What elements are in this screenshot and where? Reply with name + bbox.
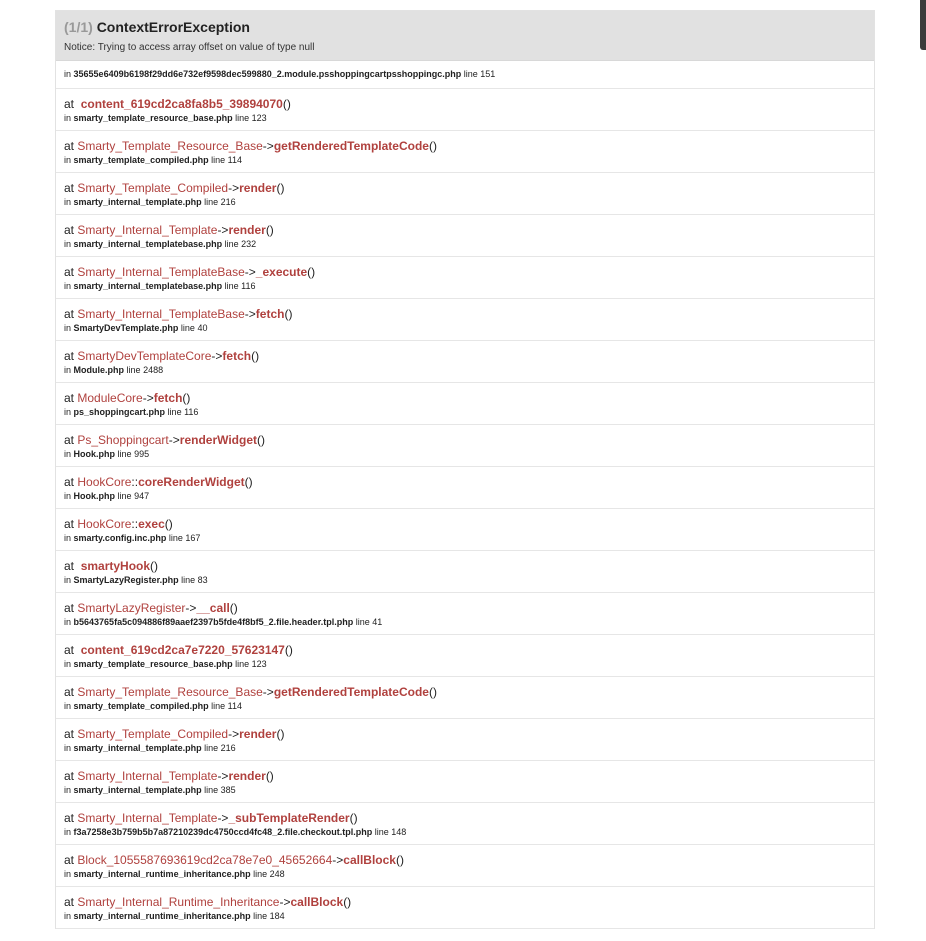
trace-parens: () <box>164 517 173 531</box>
trace-file: smarty_internal_runtime_inheritance.php <box>73 869 251 879</box>
trace-file: SmartyLazyRegister.php <box>73 575 179 585</box>
trace-row <box>56 173 874 215</box>
in-label: in <box>64 197 72 207</box>
in-label: in <box>64 365 72 375</box>
trace-location <box>64 196 866 208</box>
at-label: at <box>64 601 75 615</box>
at-label: at <box>64 895 75 909</box>
trace-file: Hook.php <box>73 491 116 501</box>
trace-call <box>64 635 866 658</box>
trace-method: exec <box>138 517 165 531</box>
trace-separator: -> <box>279 895 291 909</box>
trace-call <box>64 719 866 742</box>
trace-separator: -> <box>244 307 256 321</box>
trace-parens: () <box>276 727 285 741</box>
trace-line: 148 <box>391 827 407 837</box>
trace-location <box>64 826 866 838</box>
trace-line: 216 <box>220 743 236 753</box>
trace-call <box>64 215 866 238</box>
exception-message: Notice: Trying to access array offset on value of type null <box>64 42 315 53</box>
trace-separator: -> <box>185 601 197 615</box>
trace-class: SmartyLazyRegister <box>77 601 186 615</box>
in-label: in <box>64 407 72 417</box>
trace-parens: () <box>395 853 404 867</box>
trace-location <box>64 490 866 502</box>
trace-call <box>64 257 866 280</box>
trace-file: smarty_internal_runtime_inheritance.php <box>73 911 251 921</box>
trace-location <box>64 238 866 250</box>
trace-separator: :: <box>131 475 139 489</box>
trace-file: ps_shoppingcart.php <box>73 407 166 417</box>
trace-call <box>64 467 866 490</box>
trace-call <box>64 887 866 910</box>
trace-separator: -> <box>332 853 344 867</box>
in-label: in <box>64 323 72 333</box>
trace-row <box>56 89 874 131</box>
trace-row <box>56 761 874 803</box>
trace-location <box>64 406 866 418</box>
trace-parens: () <box>265 223 274 237</box>
at-label: at <box>64 517 75 531</box>
trace-class: Block_1055587693619cd2ca78e7e0_45652664 <box>77 853 333 867</box>
trace-class: HookCore <box>77 475 132 489</box>
trace-call <box>64 341 866 364</box>
trace-line: 184 <box>269 911 285 921</box>
trace-parens: () <box>343 895 352 909</box>
line-label: line <box>181 575 196 585</box>
trace-line: 40 <box>197 323 208 333</box>
trace-call <box>64 299 866 322</box>
trace-separator: -> <box>142 391 154 405</box>
trace-file: smarty_internal_templatebase.php <box>73 281 223 291</box>
trace-line: 123 <box>251 659 267 669</box>
trace-row <box>56 215 874 257</box>
line-label: line <box>463 69 478 79</box>
trace-class: Smarty_Internal_Template <box>77 769 218 783</box>
trace-call <box>64 677 866 700</box>
trace-parens: () <box>229 601 238 615</box>
trace-method: fetch <box>255 307 285 321</box>
trace-line: 167 <box>185 533 201 543</box>
trace-location <box>64 154 866 166</box>
trace-location <box>64 700 866 712</box>
trace-call <box>64 131 866 154</box>
line-label: line <box>204 197 219 207</box>
trace-file: smarty_template_compiled.php <box>73 701 209 711</box>
line-label: line <box>235 659 250 669</box>
trace-class: Smarty_Internal_Template <box>77 223 218 237</box>
trace-parens: () <box>276 181 285 195</box>
trace-class: HookCore <box>77 517 132 531</box>
trace-call <box>64 383 866 406</box>
trace-parens: () <box>428 685 437 699</box>
trace-call <box>64 803 866 826</box>
trace-location <box>64 364 866 376</box>
in-label: in <box>64 659 72 669</box>
trace-row <box>56 257 874 299</box>
trace-file: smarty_internal_template.php <box>73 743 202 753</box>
trace-line: 232 <box>241 239 257 249</box>
in-label: in <box>64 869 72 879</box>
trace-line: 123 <box>251 113 267 123</box>
in-label: in <box>64 575 72 585</box>
trace-file: 35655e6409b6198f29dd6e732ef9598dec599880_2.module.psshoppingcartpsshoppingc.php <box>73 69 462 79</box>
trace-row <box>56 299 874 341</box>
trace-parens: () <box>265 769 274 783</box>
trace-method: render <box>239 727 277 741</box>
in-label: in <box>64 69 72 79</box>
at-label: at <box>64 769 75 783</box>
trace-parens: () <box>251 349 260 363</box>
line-label: line <box>117 449 132 459</box>
line-label: line <box>374 827 389 837</box>
at-label: at <box>64 811 75 825</box>
trace-class: Smarty_Template_Resource_Base <box>77 685 263 699</box>
trace-call <box>64 593 866 616</box>
trace-line: 385 <box>220 785 236 795</box>
exception-panel <box>55 10 875 929</box>
trace-row <box>56 803 874 845</box>
trace-call <box>64 173 866 196</box>
trace-method: render <box>239 181 277 195</box>
trace-method: renderWidget <box>179 433 258 447</box>
trace-row <box>56 845 874 887</box>
at-label: at <box>64 223 75 237</box>
at-label: at <box>64 181 75 195</box>
trace-location <box>64 910 866 922</box>
trace-row <box>56 341 874 383</box>
trace-separator: -> <box>168 433 180 447</box>
trace-row <box>56 383 874 425</box>
in-label: in <box>64 281 72 291</box>
in-label: in <box>64 743 72 753</box>
trace-line: 947 <box>134 491 150 501</box>
at-label: at <box>64 139 75 153</box>
trace-file: smarty_internal_template.php <box>73 785 202 795</box>
trace-class: Smarty_Template_Resource_Base <box>77 139 263 153</box>
trace-parens: () <box>182 391 191 405</box>
in-label: in <box>64 911 72 921</box>
trace-file: SmartyDevTemplate.php <box>73 323 179 333</box>
trace-row <box>56 551 874 593</box>
at-label: at <box>64 559 75 573</box>
trace-class: Smarty_Template_Compiled <box>77 181 229 195</box>
in-label: in <box>64 617 72 627</box>
trace-method: fetch <box>222 349 252 363</box>
at-label: at <box>64 643 75 657</box>
trace-origin <box>56 61 874 89</box>
line-label: line <box>126 365 141 375</box>
trace-parens: () <box>428 139 437 153</box>
in-label: in <box>64 785 72 795</box>
trace-separator: :: <box>131 517 139 531</box>
trace-line: 248 <box>269 869 285 879</box>
line-label: line <box>117 491 132 501</box>
line-label: line <box>211 155 226 165</box>
line-label: line <box>204 743 219 753</box>
trace-line: 114 <box>227 701 242 711</box>
at-label: at <box>64 475 75 489</box>
at-label: at <box>64 307 75 321</box>
trace-line: 116 <box>184 407 199 417</box>
trace-location <box>64 68 866 80</box>
trace-call <box>64 509 866 532</box>
in-label: in <box>64 491 72 501</box>
trace-method: __call <box>196 601 230 615</box>
trace-separator: -> <box>262 685 274 699</box>
scrollbar-thumb[interactable] <box>920 0 926 50</box>
trace-method: fetch <box>153 391 183 405</box>
trace-row <box>56 887 874 929</box>
trace-method: getRenderedTemplateCode <box>273 685 429 699</box>
trace-method: callBlock <box>290 895 344 909</box>
at-label: at <box>64 97 75 111</box>
line-label: line <box>224 239 239 249</box>
trace-line: 2488 <box>143 365 164 375</box>
trace-parens: () <box>284 307 293 321</box>
line-label: line <box>167 407 182 417</box>
trace-location <box>64 322 866 334</box>
at-label: at <box>64 349 75 363</box>
trace-class: Smarty_Internal_Runtime_Inheritance <box>77 895 280 909</box>
trace-method: coreRenderWidget <box>138 475 245 489</box>
trace-parens: () <box>307 265 316 279</box>
trace-location <box>64 784 866 796</box>
in-label: in <box>64 449 72 459</box>
trace-method: content_619cd2ca7e7220_57623147 <box>80 643 285 657</box>
stack-trace-list <box>56 89 874 929</box>
trace-separator: -> <box>211 349 223 363</box>
at-label: at <box>64 433 75 447</box>
in-label: in <box>64 701 72 711</box>
trace-row <box>56 509 874 551</box>
line-label: line <box>211 701 226 711</box>
trace-separator: -> <box>244 265 256 279</box>
at-label: at <box>64 853 75 867</box>
trace-call <box>64 425 866 448</box>
trace-class: Smarty_Internal_TemplateBase <box>77 265 245 279</box>
trace-row <box>56 467 874 509</box>
at-label: at <box>64 727 75 741</box>
at-label: at <box>64 685 75 699</box>
trace-call <box>64 89 866 112</box>
trace-class: Smarty_Internal_Template <box>77 811 218 825</box>
trace-line: 83 <box>197 575 208 585</box>
trace-class: Smarty_Internal_TemplateBase <box>77 307 245 321</box>
line-label: line <box>253 911 268 921</box>
trace-location <box>64 658 866 670</box>
trace-location <box>64 112 866 124</box>
trace-file: smarty.config.inc.php <box>73 533 167 543</box>
trace-class: Ps_Shoppingcart <box>77 433 169 447</box>
trace-parens: () <box>284 643 293 657</box>
trace-location <box>64 868 866 880</box>
trace-row <box>56 425 874 467</box>
trace-line: 995 <box>134 449 150 459</box>
trace-separator: -> <box>217 769 229 783</box>
trace-parens: () <box>257 433 266 447</box>
trace-location <box>64 532 866 544</box>
trace-separator: -> <box>262 139 274 153</box>
trace-method: smartyHook <box>80 559 151 573</box>
trace-row <box>56 677 874 719</box>
trace-method: callBlock <box>343 853 396 867</box>
trace-file: smarty_template_compiled.php <box>73 155 209 165</box>
exception-header <box>56 11 874 61</box>
trace-call <box>64 761 866 784</box>
in-label: in <box>64 155 72 165</box>
trace-location <box>64 574 866 586</box>
in-label: in <box>64 533 72 543</box>
exception-title <box>64 18 866 36</box>
trace-call <box>64 845 866 868</box>
trace-location <box>64 616 866 628</box>
line-label: line <box>168 533 183 543</box>
in-label: in <box>64 827 72 837</box>
trace-file: smarty_internal_templatebase.php <box>73 239 223 249</box>
trace-line: 41 <box>372 617 383 627</box>
trace-line: 151 <box>480 69 496 79</box>
trace-row <box>56 593 874 635</box>
trace-separator: -> <box>217 223 229 237</box>
trace-location <box>64 280 866 292</box>
trace-separator: -> <box>228 727 240 741</box>
trace-parens: () <box>244 475 253 489</box>
trace-location <box>64 448 866 460</box>
trace-file: smarty_template_resource_base.php <box>73 659 233 669</box>
exception-class: ContextErrorException <box>96 19 250 35</box>
line-label: line <box>355 617 370 627</box>
trace-file: Module.php <box>73 365 125 375</box>
at-label: at <box>64 265 75 279</box>
trace-call <box>64 551 866 574</box>
trace-method: getRenderedTemplateCode <box>273 139 429 153</box>
line-label: line <box>235 113 250 123</box>
trace-parens: () <box>349 811 358 825</box>
trace-line: 116 <box>241 281 256 291</box>
trace-file: Hook.php <box>73 449 116 459</box>
trace-method: _execute <box>255 265 308 279</box>
trace-separator: -> <box>228 181 240 195</box>
trace-line: 114 <box>227 155 242 165</box>
trace-file: smarty_template_resource_base.php <box>73 113 233 123</box>
in-label: in <box>64 239 72 249</box>
trace-file: b5643765fa5c094886f89aaef2397b5fde4f8bf5_2.file.header.tpl.php <box>73 617 354 627</box>
trace-class: Smarty_Template_Compiled <box>77 727 229 741</box>
trace-method: render <box>228 223 266 237</box>
at-label: at <box>64 391 75 405</box>
trace-file: smarty_internal_template.php <box>73 197 202 207</box>
trace-row <box>56 635 874 677</box>
trace-method: _subTemplateRender <box>228 811 350 825</box>
line-label: line <box>224 281 239 291</box>
trace-class: ModuleCore <box>77 391 143 405</box>
trace-row <box>56 719 874 761</box>
trace-separator: -> <box>217 811 229 825</box>
trace-row <box>56 131 874 173</box>
in-label: in <box>64 113 72 123</box>
trace-parens: () <box>282 97 291 111</box>
trace-file: f3a7258e3b759b5b7a87210239dc4750ccd4fc48_2.file.checkout.tpl.php <box>73 827 373 837</box>
trace-location <box>64 742 866 754</box>
line-label: line <box>204 785 219 795</box>
line-label: line <box>253 869 268 879</box>
trace-line: 216 <box>220 197 236 207</box>
trace-method: render <box>228 769 266 783</box>
trace-method: content_619cd2ca8fa8b5_39894070 <box>80 97 283 111</box>
exception-counter: (1/1) <box>64 19 93 35</box>
trace-class: SmartyDevTemplateCore <box>77 349 212 363</box>
line-label: line <box>180 323 195 333</box>
trace-parens: () <box>150 559 159 573</box>
